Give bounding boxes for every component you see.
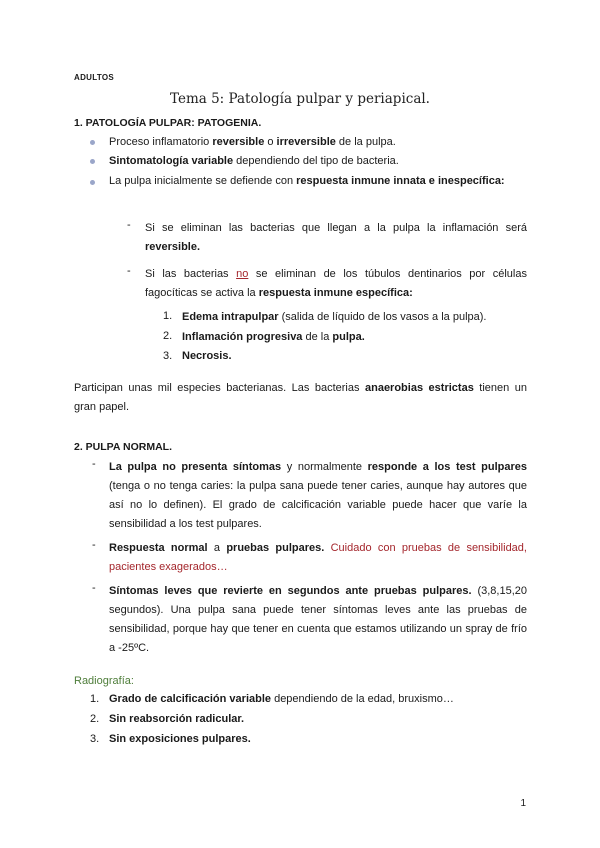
list-number: 3. [163, 350, 173, 362]
s1-numbered-1: Edema intrapulpar (salida de líquido de los vasos a la pulpa). [182, 311, 487, 323]
bullet-icon [90, 159, 95, 164]
section2-heading: 2. PULPA NORMAL. [74, 441, 173, 453]
list-number: 2. [163, 330, 173, 342]
radiography-item-2: Sin reabsorción radicular. [109, 713, 245, 725]
s1-numbered-3: Necrosis. [182, 350, 232, 362]
s1-paragraph: Participan unas mil especies bacterianas. Las bacterias anaerobias estrictas tienen un gran papel. [74, 382, 528, 413]
list-number: 2. [90, 713, 100, 725]
list-number: 1. [90, 693, 100, 705]
radiography-label: Radiografía: [74, 675, 134, 687]
s1-sub-2: Si las bacterias no se eliminan de los túbulos dentinarios por células fagocíticas se activa la respuesta inmune específica: [145, 268, 527, 299]
s1-bullet-3: La pulpa inicialmente se defiende con respuesta inmune innata e inespecífica: [109, 175, 505, 187]
page-title: Tema 5: Patología pulpar y periapical. [170, 91, 430, 107]
bullet-icon [90, 140, 95, 145]
dash-marker: - [127, 219, 131, 231]
radiography-item-1: Grado de calcificación variable dependiendo de la edad, bruxismo… [109, 693, 454, 705]
s2-item-1: La pulpa no presenta síntomas y normalmente responde a los test pulpares (tenga o no tenga caries: la pulpa sana puede tener caries, aunque hay autores que así no lo definen). El grado de calcificación variable puede hacer que varíe la sensibilidad a los test pulpares. [109, 461, 527, 530]
radiography-item-3: Sin exposiciones pulpares. [109, 733, 251, 745]
section1-heading: 1. PATOLOGÍA PULPAR: PATOGENIA. [74, 117, 262, 129]
s2-item-3: Síntomas leves que revierte en segundos ante pruebas pulpares. (3,8,15,20 segundos). Una pulpa sana puede tener síntomas leves ante las pruebas de sensibilidad, porque hay que tener en cuenta que estamos utilizando un spray de frío a -25ºC. [109, 585, 527, 654]
s1-numbered-2: Inflamación progresiva de la pulpa. [182, 331, 365, 343]
list-number: 1. [163, 310, 173, 322]
s1-bullet-2: Sintomatología variable dependiendo del tipo de bacteria. [109, 155, 399, 167]
bullet-icon [90, 180, 95, 185]
list-number: 3. [90, 733, 100, 745]
page-number: 1 [520, 798, 526, 809]
dash-marker: - [127, 265, 131, 277]
s2-item-2: Respuesta normal a pruebas pulpares. Cuidado con pruebas de sensibilidad, pacientes exagerados… [109, 542, 527, 573]
s1-bullet-1: Proceso inflamatorio reversible o irreversible de la pulpa. [109, 136, 396, 148]
page-header: ADULTOS [74, 73, 115, 82]
dash-marker: - [92, 582, 96, 594]
dash-marker: - [92, 458, 96, 470]
s1-sub-1: Si se eliminan las bacterias que llegan a la pulpa la inflamación será reversible. [145, 222, 527, 253]
dash-marker: - [92, 539, 96, 551]
